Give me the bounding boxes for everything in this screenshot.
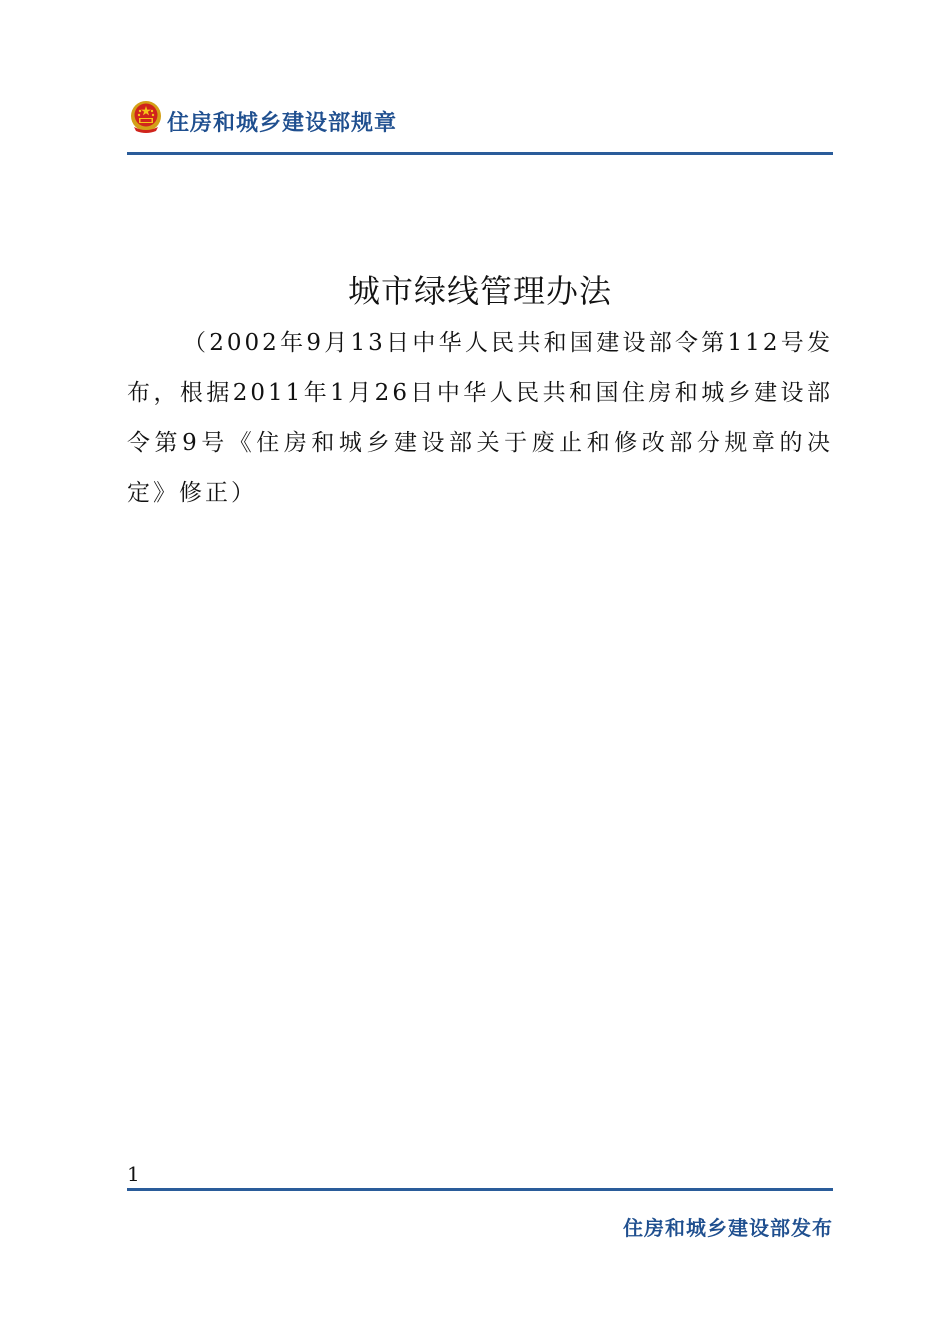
header-divider — [127, 152, 833, 155]
page-header — [127, 96, 833, 156]
document-intro: （2002年9月13日中华人民共和国建设部令第112号发布，根据2011年1月26日中华人民共和国住房和城乡建设部令第9号《住房和城乡建设部关于废止和修改部分规章的决定》修正） — [127, 330, 833, 506]
national-emblem-icon — [129, 100, 163, 134]
footer-publisher: 住房和城乡建设部发布 — [623, 1216, 833, 1240]
page-number: 1 — [127, 1162, 140, 1186]
document-title: 城市绿线管理办法 — [347, 272, 612, 310]
footer-divider — [127, 1188, 833, 1191]
header-title: 住房和城乡建设部规章 — [167, 111, 398, 136]
